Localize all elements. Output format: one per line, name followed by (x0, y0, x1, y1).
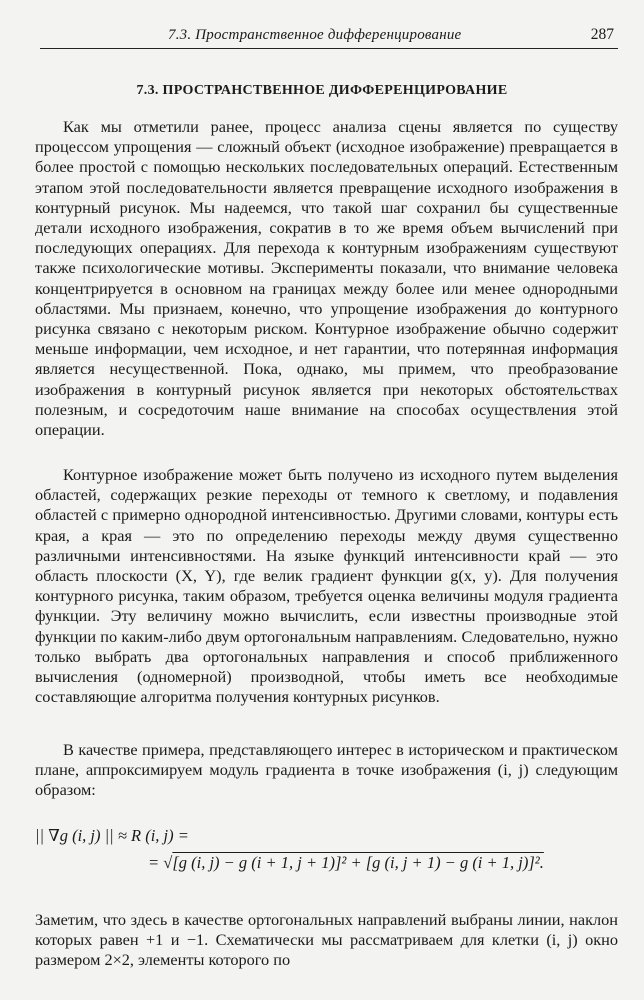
sqrt-radicand: [g (i, j) − g (i + 1, j + 1)]² + [g (i, j + 1) − g (i + 1, j)]². (172, 853, 544, 872)
paragraph-4: Заметим, что здесь в качестве ортогональных направлений выбраны линии, наклон которых равен +1 и −1. Схематически мы рассматриваем для клетки (i, j) окно размером 2×2, элементы которого по (35, 910, 618, 970)
paragraph-1: Как мы отметили ранее, процесс анализа сцены является по существу процессом упрощения — сложный объект (исходное изображение) превращается в более простой с помощью нескольких последовательных операций. Естественным этапом этой последовательности является превращение исходного изображения в контурный рисунок. Мы надеемся, что такой шаг сохранил бы существенные детали исходного изображения, сократив в то же время объем вычислений при последующих операциях. Для перехода к контурным изображениям существуют также психологические мотивы. Эксперименты показали, что внимание человека концентрируется в основном на границах между более или менее однородными областями. Мы признаем, конечно, что упрощение изображения до контурного рисунка связано с некоторым риском. Контурное изображение обычно содержит меньше информации, чем исходное, и нет гарантии, что потерянная информация является несущественной. Пока, однако, мы примем, что преобразование изображения в контурный рисунок является при некоторых обстоятельствах полезным, и сосредоточим наше внимание на способах осуществления этой операции. (35, 117, 618, 440)
page-header (40, 26, 618, 49)
paragraph-2: Контурное изображение может быть получено из исходного путем выделения областей, содержащих резкие переходы от темного к светлому, и подавления областей с примерно однородной интенсивностью. Другими словами, контуры есть края, а края — это по определению переходы между двумя существенно различными интенсивностями. На языке функций интенсивности край — это область плоскости (X, Y), где велик градиент функции g(x, y). Для получения контурного рисунка, таким образом, требуется оценка величины модуля градиента функции. Эту величину можно вычислить, если известны производные этой функции по каким-либо двум ортогональным направлениям. Следовательно, нужно только выбрать два ортогональных направления и способ приближенного вычисления (одномерной) производной, чтобы иметь все необходимые составляющие алгоритма получения контурных рисунков. (35, 465, 618, 707)
paragraph-3: В качестве примера, представляющего интерес в историческом и практическом плане, аппроксимируем модуль градиента в точке изображения (i, j) следующим образом: (35, 740, 618, 800)
running-title: 7.3. Пространственное дифференцирование (168, 27, 462, 43)
gradient-formula-line-1: || ∇g (i, j) || ≈ R (i, j) = (35, 826, 189, 845)
gradient-formula-line-2 (148, 853, 618, 873)
sqrt-sign: = √ (148, 853, 173, 872)
page-number: 287 (590, 26, 614, 43)
section-title: 7.3. ПРОСТРАНСТВЕННОЕ ДИФФЕРЕНЦИРОВАНИЕ (136, 83, 508, 98)
